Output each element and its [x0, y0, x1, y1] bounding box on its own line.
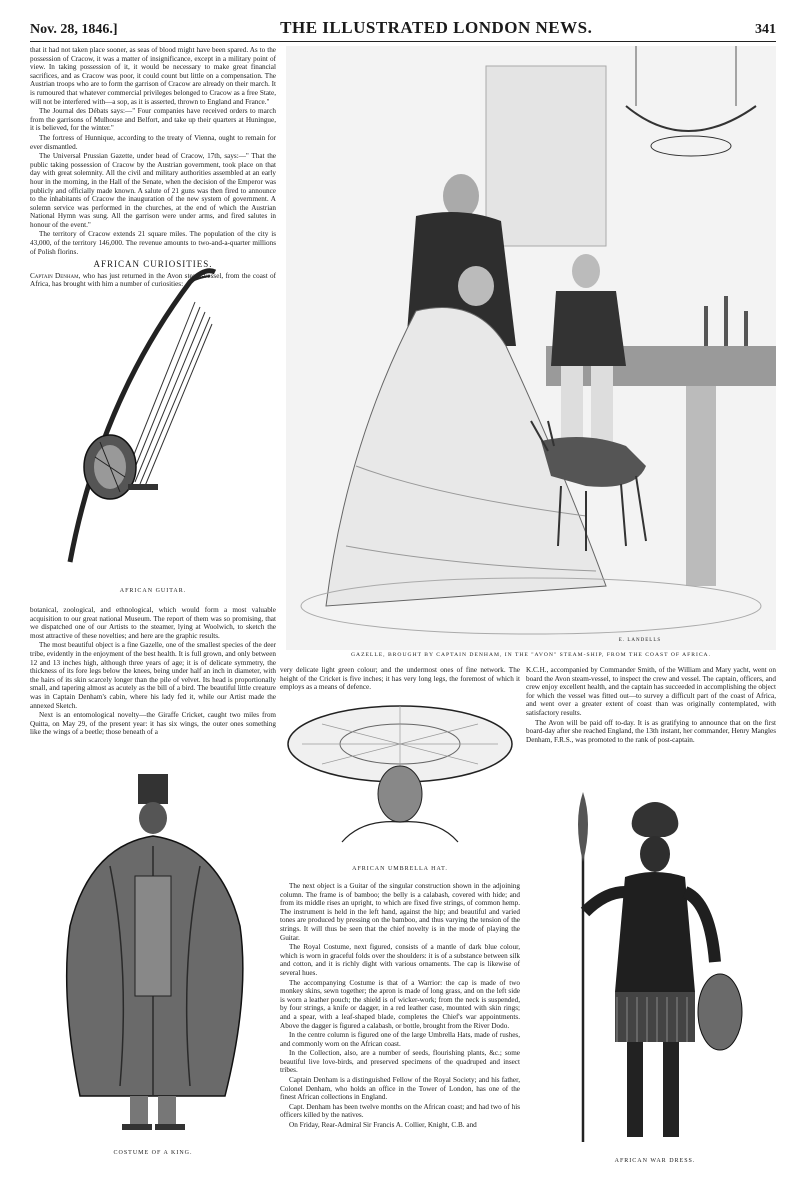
paragraph: K.C.H., accompanied by Commander Smith, of the William and Mary yacht, went on board the Avon steam-vessel, to inspect the crew and vessel. The captain, officers, and crew enjoy excellent health, and the captain has succeeded in accomplishing the object for which the vessel was fitted out—to survey a difficult part of the coast of Africa, and went over a greater extent of coast than was originally contemplated, with satisfactory results.	[526, 666, 776, 717]
paragraph: The Universal Prussian Gazette, under head of Cracow, 17th, says:—" That the public taking possession of Cracow by the Austrian government, took place on that day with great solemnity. All the civil and military authorities assembled at an early hour in the morning, in the Hall of the Senate, when the decision of the Emperor was publicly and officially made known. A salute of 21 guns was then fired to announce to the inhabitants of Cracow the inauguration of the new system of government. A solemn service was performed in the churches, at the end of which the Austrian National Hymn was sung. All the garrison were under arms, and fired salutes in honour of the event."	[30, 152, 276, 229]
paragraph: The Royal Costume, next figured, consists of a mantle of dark blue colour, which is worn in graceful folds over the shoulders: it is of a substance between silk and cotton, and it is richly dight with various ornaments. The cap is likewise of several hues.	[280, 943, 520, 977]
gazelle-caption: GAZELLE, BROUGHT BY CAPTAIN DENHAM, IN THE "AVON" STEAM-SHIP, FROM THE COAST OF AFRICA.	[350, 652, 711, 658]
intro-lead: Captain Denham,	[30, 271, 81, 280]
col2-top-text	[280, 666, 520, 693]
paragraph: that it had not taken place sooner, as seas of blood might have been spared. As to the possession of Cracow, it was a matter of insignificance, except in a military point of view. In taking possession of it, it would be necessary to make great financial sacrifices, and as Cracow was poor, it could count but little on a compensation. The Austrian troops who are to form the garrison of Cracow are already on their march. It is rumoured that whatever commercial privileges belonged to Cracow as a free State, will not be interfered with—a sop, as it is asserted, thrown to England and France."	[30, 46, 276, 106]
hat-caption: AFRICAN UMBRELLA HAT.	[352, 866, 448, 872]
paragraph: The territory of Cracow extends 21 square miles. The population of the city is 43,000, of the territory 146,000. The revenue amounts to two-and-a-quarter millions of Polish florins.	[30, 230, 276, 256]
masthead-rule	[30, 41, 776, 42]
engraver-credit: E. LANDELLS	[618, 638, 662, 643]
paragraph: The next object is a Guitar of the singular construction shown in the adjoining column. The frame is of bamboo; the belly is a calabash, covered with hide; and from its middle rises an upright, to which are fixed five strings, of common hemp. The instrument is held in the left hand, against the hip; and beautiful and varied tones are produced by pressing on the bamboo, and thus varying the tension of the strings. It will thus be seen that the chief novelty is in the mode of playing the Guitar.	[280, 882, 520, 942]
intro-text: who has just returned in the Avon steam-vessel, from the coast of Africa, has brought with him a number of curiosities:	[30, 271, 277, 289]
paragraph: Next is an entomological novelty—the Giraffe Cricket, caught two miles from Quitta, on May 29, of the present year: it has six wings, the outer ones something like the wings of a beetle; those beneath of a	[30, 711, 276, 737]
umbrella-hat-illustration	[282, 694, 518, 844]
col1-mid-text	[30, 606, 276, 738]
war-dress-caption: AFRICAN WAR DRESS.	[614, 1158, 696, 1164]
paragraph: Capt. Denham has been twelve months on the African coast; and had two of his officers killed by the natives.	[280, 1102, 520, 1120]
paragraph: The Avon will be paid off to-day. It is as gratifying to announce that on the first board-day after she reached England, the 13th instant, her commander, Henry Mangles Denham, F.R.S., was promoted to the rank of post-captain.	[526, 718, 776, 744]
section-heading: AFRICAN CURIOSITIES.	[93, 259, 213, 270]
paragraph: botanical, zoological, and ethnological, which would form a most valuable acquisition to our great national Museum. The report of them was so promising, that we dispatched one of our Artists to the steamer, lying at Woolwich, to sketch the most attractive of these novelties; and here are the graphic results.	[30, 606, 276, 640]
paragraph: On Friday, Rear-Admiral Sir Francis A. Collier, Knight, C.B. and	[289, 1121, 477, 1130]
paragraph: The fortress of Hunnique, according to the treaty of Vienna, ought to remain for ever dismantled.	[30, 133, 276, 151]
masthead	[30, 18, 776, 40]
african-guitar-illustration	[40, 262, 260, 572]
gazelle-scene-illustration	[286, 46, 776, 650]
paragraph: very delicate light green colour; and the undermost ones of fine network. The height of the Cricket is five inches; it has very long legs, the foremost of which it employs as a means of defence.	[280, 666, 520, 692]
col3-top-text	[526, 666, 776, 745]
paragraph: The Journal des Débats says:—" Four companies have received orders to march from the garrisons of Mulhouse and Belfort, and take up their quarters at Huningue, it is believed, for the winter."	[30, 107, 276, 133]
paragraph: The accompanying Costume is that of a Warrior: the cap is made of two monkey skins, sewn together; the apron is made of long grass, and on the left side is worn a leather pouch; the shield is of wicker-work; from the neck is suspended, by four strings, a knife or dagger, in a red leather case, mounted with skin rings; and a spear, with a leaf-shaped blade, completes the Chief's war appointments. Above the dagger is figured a calabash, or bottle, brought from the River Dodo.	[280, 978, 520, 1030]
war-dress-illustration	[545, 792, 755, 1152]
paragraph: The most beautiful object is a fine Gazelle, one of the smallest species of the deer tribe, evidently in the enjoyment of the best health. It is full grown, and only between 12 and 13 inches high, although three years of age; it is of delicate symmetry, the thickness of its fore legs below the knees, being under half an inch in diameter, with the hairs of its skin scarcely longer than the pile of velvet. Its head is proportionally small, and tapering almost as acutely as the bill of a bird. The beautiful little creature was in Captain Denham's cabin, where his lady fed it, while our Artist made the annexed Sketch.	[30, 641, 276, 710]
king-caption: COSTUME OF A KING.	[113, 1150, 193, 1156]
issue-date: Nov. 28, 1846.]	[30, 22, 118, 37]
col1-top-text	[30, 46, 276, 290]
col2-bottom-text	[280, 882, 520, 1131]
newspaper-title: THE ILLUSTRATED LONDON NEWS.	[280, 18, 593, 37]
costume-of-king-illustration	[50, 766, 260, 1146]
guitar-caption: AFRICAN GUITAR.	[119, 588, 187, 594]
paragraph: In the centre column is figured one of the large Umbrella Hats, made of rushes, and commonly worn on the African coast.	[280, 1031, 520, 1048]
paragraph: In the Collection, also, are a number of seeds, flourishing plants, &c.; some beautiful live love-birds, and preserved specimens of the quadruped and insect tribes.	[280, 1049, 520, 1075]
page-number: 341	[754, 22, 776, 37]
paragraph: Captain Denham is a distinguished Fellow of the Royal Society; and his father, Colonel Denham, who holds an office in the Tower of London, has one of the finest African collections in England.	[280, 1076, 520, 1102]
